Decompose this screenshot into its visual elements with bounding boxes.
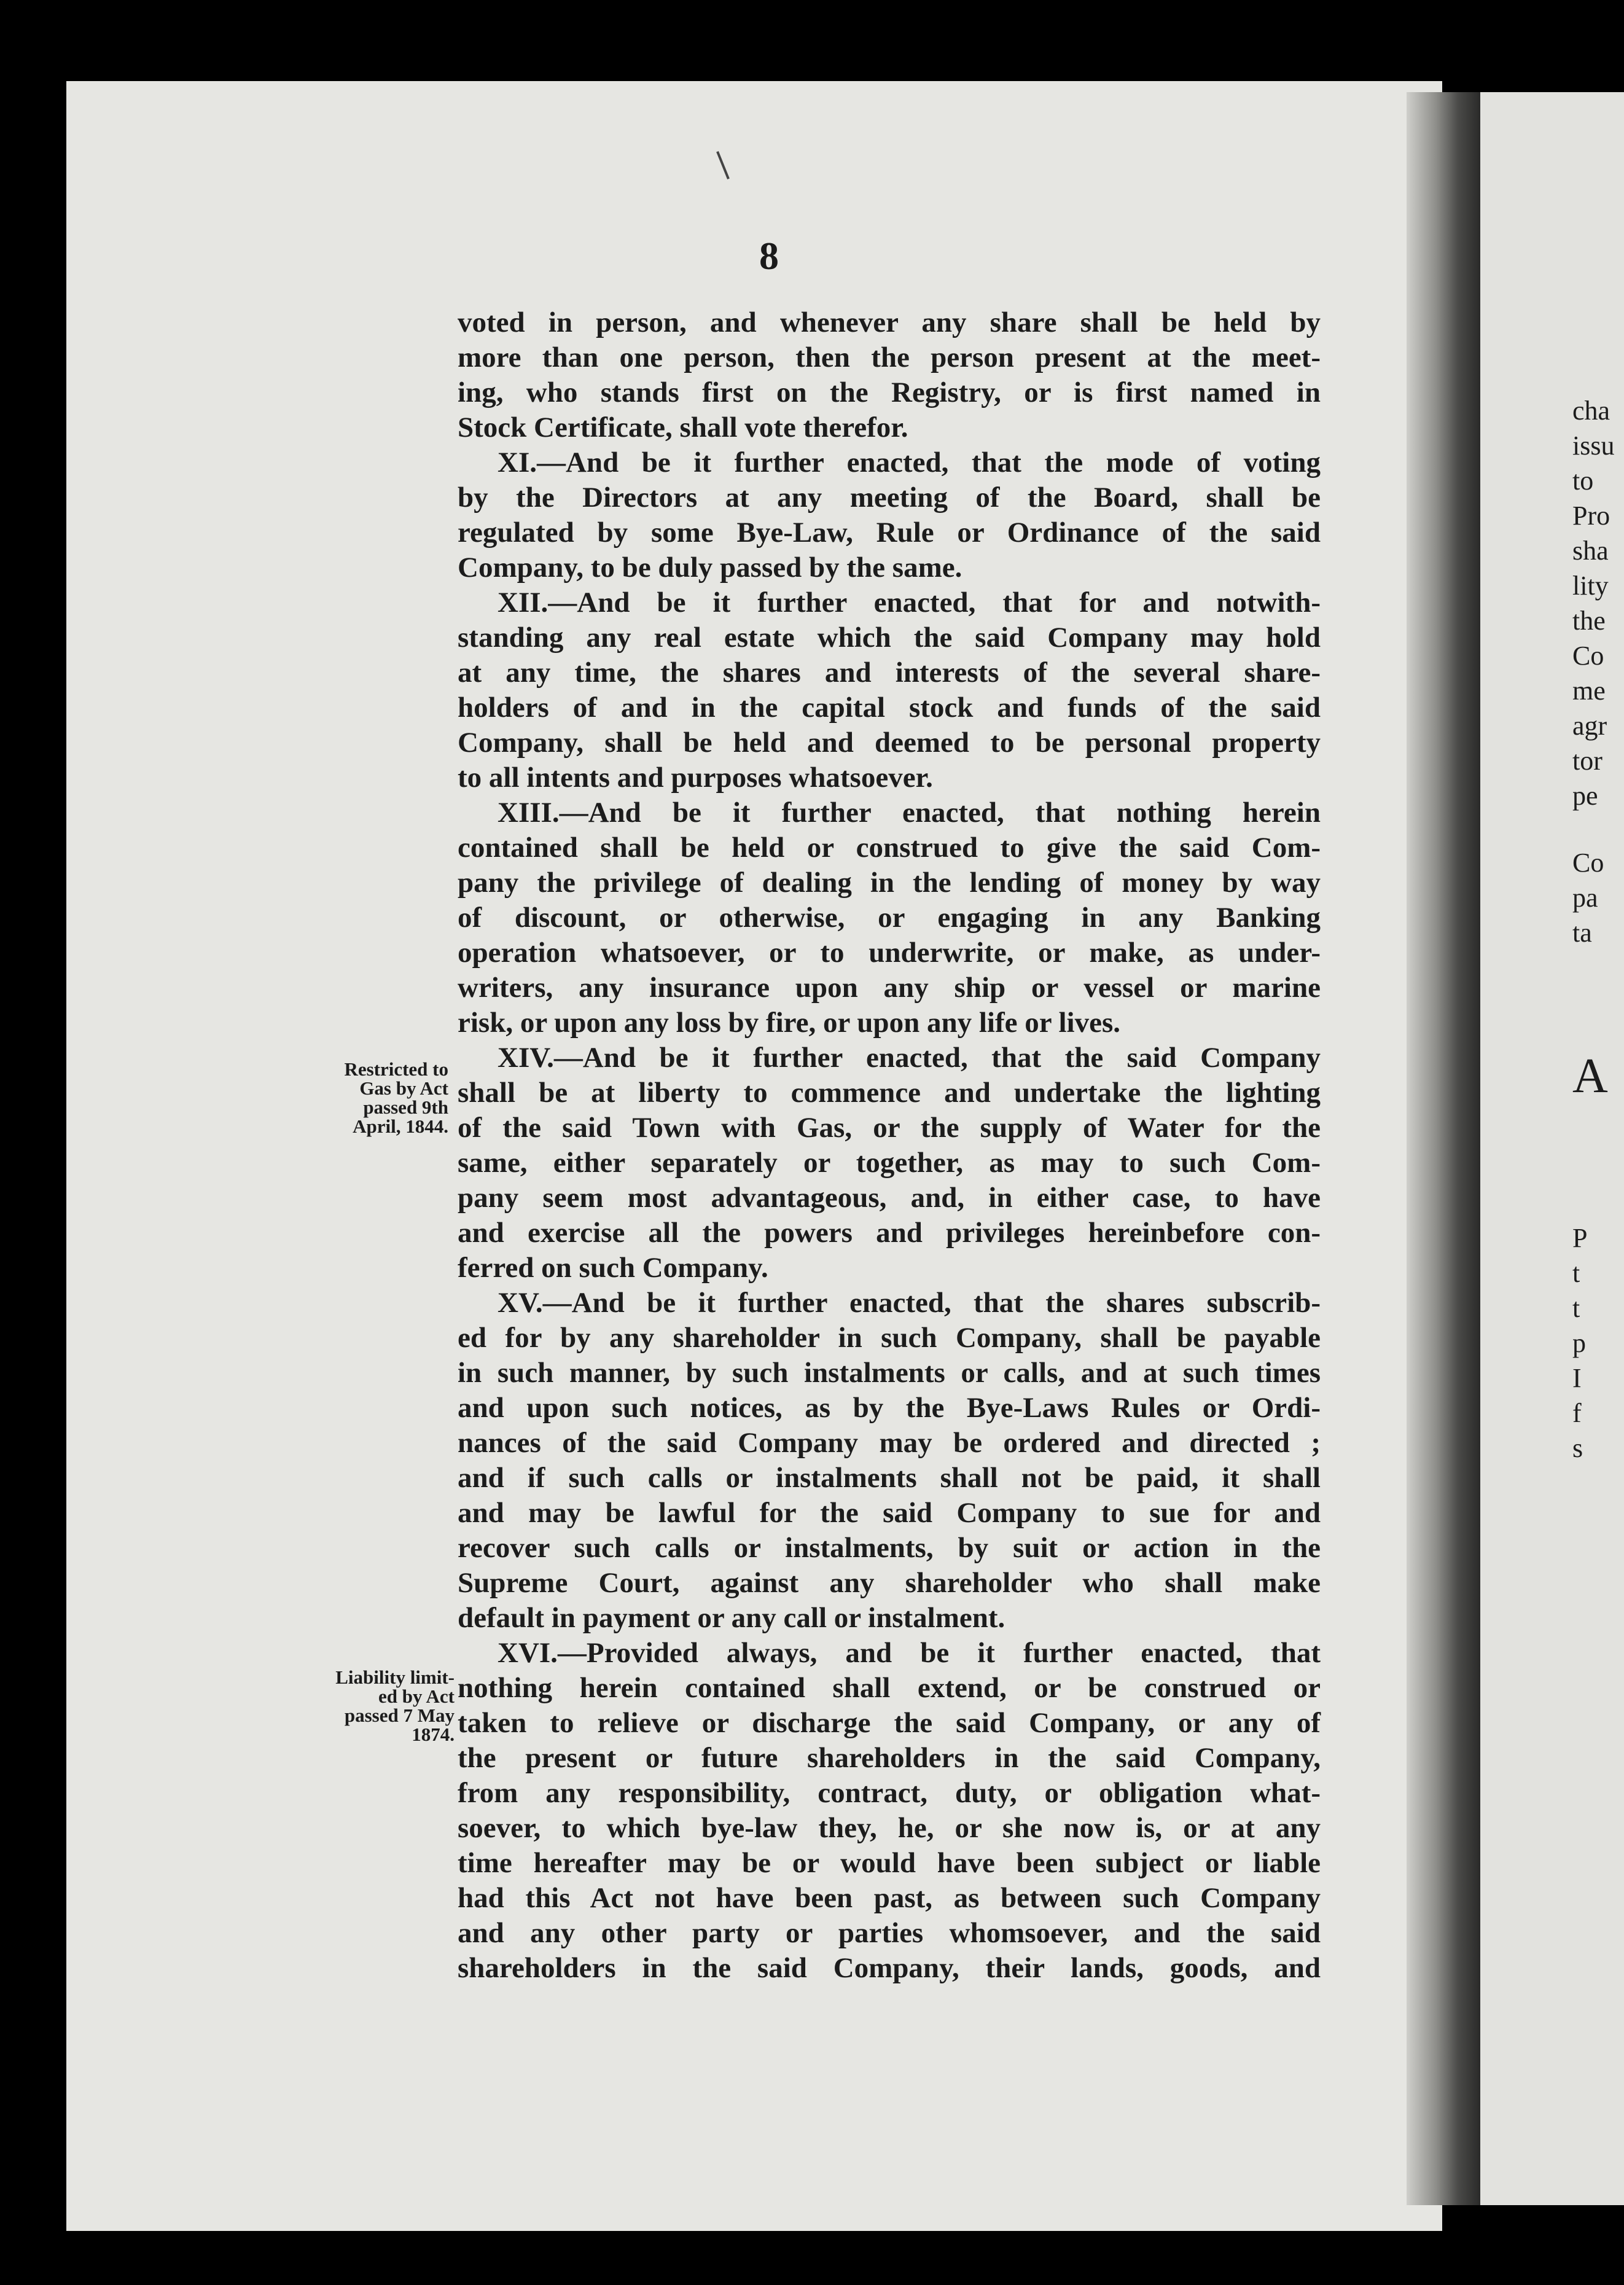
right-fragment: ta xyxy=(1572,918,1592,948)
text-line: at any time, the shares and interests of the several share- xyxy=(458,657,1321,689)
text-line: of the said Town with Gas, or the supply of Water for the xyxy=(458,1112,1321,1144)
text-line: had this Act not have been past, as between such Company xyxy=(458,1882,1321,1914)
margin-note-restricted xyxy=(289,1060,448,1136)
text-line: and if such calls or instalments shall not be paid, it shall xyxy=(458,1462,1321,1494)
text-line: of discount, or otherwise, or engaging in any Banking xyxy=(458,902,1321,934)
section-xv-start: XV.—And be it further enacted, that the shares subscrib- xyxy=(498,1287,1321,1319)
text-line: Supreme Court, against any shareholder who shall make xyxy=(458,1567,1321,1599)
text-line: Company, shall be held and deemed to be personal property xyxy=(458,727,1321,759)
margin-note-line: passed 7 May xyxy=(344,1705,455,1726)
margin-note-line: 1874. xyxy=(412,1724,455,1745)
right-fragment: Co xyxy=(1572,641,1604,671)
text-line: pany the privilege of dealing in the lending of money by way xyxy=(458,867,1321,899)
text-line: ferred on such Company. xyxy=(458,1252,768,1284)
right-fragment: to xyxy=(1572,466,1594,496)
right-fragment: cha xyxy=(1572,396,1610,426)
right-fragment: A xyxy=(1572,1049,1608,1103)
text-line: from any responsibility, contract, duty, or obligation what- xyxy=(458,1777,1321,1809)
margin-note-liability xyxy=(295,1668,455,1744)
right-fragment: the xyxy=(1572,606,1606,636)
text-line: standing any real estate which the said Company may hold xyxy=(458,622,1321,654)
book-gutter xyxy=(1407,92,1480,2205)
text-line: more than one person, then the person present at the meet- xyxy=(458,342,1321,373)
right-fragment: I xyxy=(1572,1363,1582,1393)
text-line: taken to relieve or discharge the said Company, or any of xyxy=(458,1707,1321,1739)
text-line: default in payment or any call or instalment. xyxy=(458,1602,1005,1634)
text-line: time hereafter may be or would have been subject or liable xyxy=(458,1847,1321,1879)
right-fragment: issu xyxy=(1572,431,1615,461)
text-line: shareholders in the said Company, their lands, goods, and xyxy=(458,1952,1321,1984)
text-line: contained shall be held or construed to give the said Com- xyxy=(458,832,1321,864)
text-line: Company, to be duly passed by the same. xyxy=(458,552,962,584)
text-line: nothing herein contained shall extend, or be construed or xyxy=(458,1672,1321,1704)
margin-note-line: Liability limit- xyxy=(335,1666,455,1688)
text-line: ed for by any shareholder in such Company, shall be payable xyxy=(458,1322,1321,1354)
margin-note-line: Restricted to xyxy=(344,1058,448,1080)
margin-note-line: ed by Act xyxy=(378,1685,455,1707)
text-line: in such manner, by such instalments or calls, and at such times xyxy=(458,1357,1321,1389)
text-line: same, either separately or together, as may to such Com- xyxy=(458,1147,1321,1179)
right-fragment: Co xyxy=(1572,848,1604,878)
text-line: to all intents and purposes whatsoever. xyxy=(458,762,933,794)
right-fragment: f xyxy=(1572,1398,1582,1428)
right-fragment: pa xyxy=(1572,883,1598,913)
margin-note-line: passed 9th xyxy=(363,1096,448,1118)
text-line: pany seem most advantageous, and, in either case, to have xyxy=(458,1182,1321,1214)
section-xvi-start: XVI.—Provided always, and be it further enacted, that xyxy=(498,1637,1321,1669)
text-line: Stock Certificate, shall vote therefor. xyxy=(458,412,908,443)
right-fragment: me xyxy=(1572,676,1606,706)
text-line: and any other party or parties whomsoever, and the said xyxy=(458,1917,1321,1949)
section-xii-start: XII.—And be it further enacted, that for and notwith- xyxy=(498,587,1321,619)
text-line: by the Directors at any meeting of the Board, shall be xyxy=(458,482,1321,514)
right-fragment: t xyxy=(1572,1258,1580,1288)
text-line: shall be at liberty to commence and undertake the lighting xyxy=(458,1077,1321,1109)
right-fragment: tor xyxy=(1572,746,1603,776)
right-fragment: sha xyxy=(1572,536,1609,566)
right-fragment: s xyxy=(1572,1433,1583,1463)
text-line: soever, to which bye-law they, he, or she now is, or at any xyxy=(458,1812,1321,1844)
page-number: 8 xyxy=(759,234,779,278)
body-text xyxy=(458,305,1321,1986)
section-xi-start: XI.—And be it further enacted, that the mode of voting xyxy=(498,447,1321,478)
text-line: recover such calls or instalments, by suit or action in the xyxy=(458,1532,1321,1564)
text-line: operation whatsoever, or to underwrite, or make, as under- xyxy=(458,937,1321,969)
margin-note-line: Gas by Act xyxy=(359,1077,448,1099)
text-line: holders of and in the capital stock and funds of the said xyxy=(458,692,1321,724)
right-fragment: pe xyxy=(1572,781,1598,811)
book-page-right xyxy=(1480,92,1624,2205)
text-line: and exercise all the powers and privileges hereinbefore con- xyxy=(458,1217,1321,1249)
text-line: and upon such notices, as by the Bye-Laws Rules or Ordi- xyxy=(458,1392,1321,1424)
text-line: risk, or upon any loss by fire, or upon any life or lives. xyxy=(458,1007,1121,1039)
right-fragment: t xyxy=(1572,1293,1580,1323)
right-fragment: P xyxy=(1572,1223,1588,1253)
text-line: writers, any insurance upon any ship or vessel or marine xyxy=(458,972,1321,1004)
text-line: voted in person, and whenever any share shall be held by xyxy=(458,307,1321,338)
right-fragment: p xyxy=(1572,1328,1586,1358)
text-line: and may be lawful for the said Company to sue for and xyxy=(458,1497,1321,1529)
text-line: nances of the said Company may be ordered and directed ; xyxy=(458,1427,1321,1459)
text-line: regulated by some Bye-Law, Rule or Ordinance of the said xyxy=(458,517,1321,549)
text-line: ing, who stands first on the Registry, or is first named in xyxy=(458,377,1321,408)
right-fragment: lity xyxy=(1572,571,1609,601)
margin-note-line: April, 1844. xyxy=(353,1115,448,1137)
right-fragment: agr xyxy=(1572,711,1607,741)
section-xiii-start: XIII.—And be it further enacted, that nothing herein xyxy=(498,797,1321,829)
text-line: the present or future shareholders in the said Company, xyxy=(458,1742,1321,1774)
right-fragment: Pro xyxy=(1572,501,1610,531)
right-page-text-fragments xyxy=(1572,393,1614,1466)
section-xiv-start: XIV.—And be it further enacted, that the said Company xyxy=(498,1042,1321,1074)
